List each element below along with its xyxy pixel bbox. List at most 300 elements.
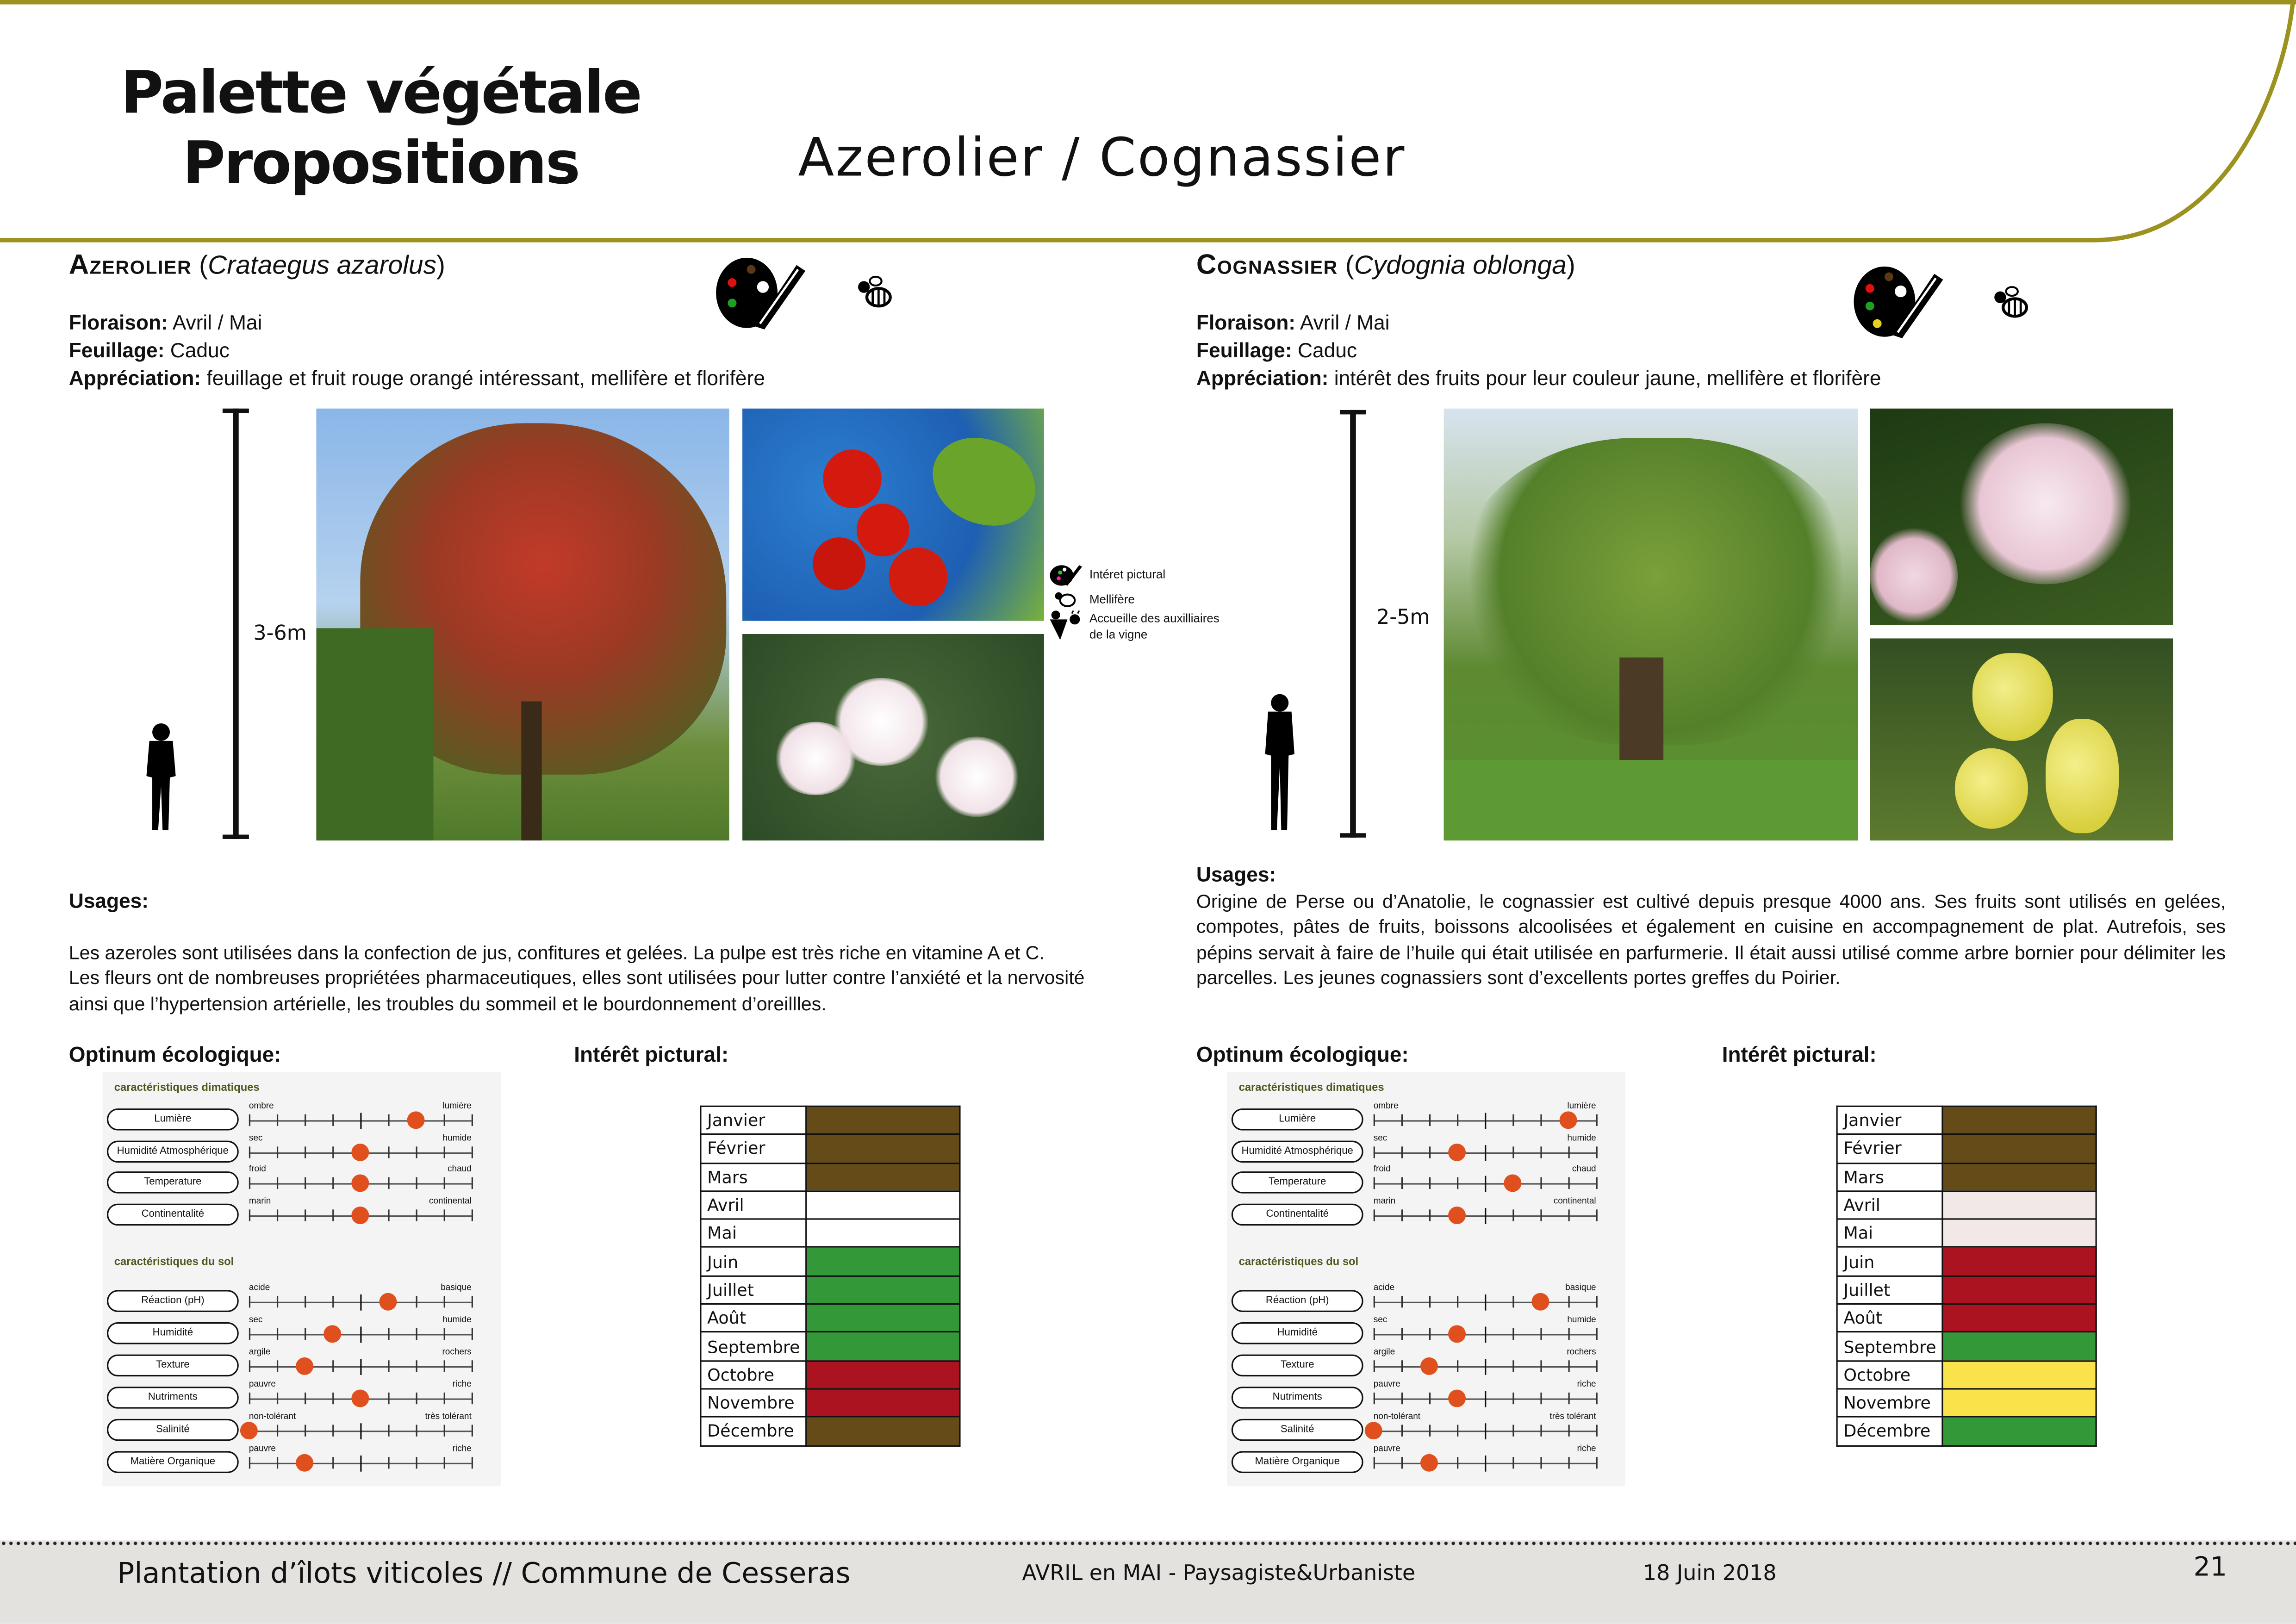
eco-scale-tick: [1429, 1114, 1431, 1126]
eco-scale-min-label: ombre: [1373, 1102, 1399, 1112]
eco-scale: [1373, 1102, 1596, 1121]
eco-scale-tick: [388, 1114, 389, 1126]
eco-scale-tick: [1512, 1209, 1514, 1220]
yellow-quince-photo: [1870, 638, 2173, 840]
eco-scale-tick: [305, 1328, 306, 1340]
eco-scale-max-label: rochers: [1567, 1348, 1596, 1357]
eco-scale-tick: [305, 1146, 306, 1157]
eco-scale-tick: [1401, 1209, 1403, 1220]
legend-label: Intéret pictural: [1089, 567, 1166, 581]
eco-scale-tick: [1485, 1294, 1487, 1311]
calendar-month: Février: [1837, 1134, 1942, 1163]
eco-scale-tick: [444, 1114, 445, 1126]
eco-scale-max-label: chaud: [1572, 1165, 1596, 1175]
eco-scale-tick: [472, 1177, 473, 1189]
page-title-line1: Palette végétale: [120, 60, 641, 128]
calendar-row: [701, 1248, 960, 1276]
legend-item: [1048, 561, 1236, 587]
eco-scale-tick: [1540, 1146, 1542, 1157]
calendar-color-swatch: [806, 1191, 960, 1219]
eco-scale-tick: [1512, 1425, 1514, 1436]
eco-scale: [249, 1165, 472, 1184]
eco-scale-tick: [1568, 1146, 1570, 1157]
usages-cognassier: [1196, 863, 2226, 991]
eco-factor-label: Texture: [1232, 1355, 1363, 1376]
usages-label: Usages:: [1196, 862, 1276, 886]
calendar-color-swatch: [1942, 1248, 2096, 1276]
eco-scale-tick: [360, 1359, 362, 1375]
eco-scale-tick: [1401, 1360, 1403, 1372]
pictural-label: Intérêt pictural:: [574, 1044, 729, 1068]
eco-scale-tick: [1457, 1425, 1458, 1436]
eco-factor-label: Matière Organique: [1232, 1451, 1363, 1473]
eco-scale-tick: [277, 1328, 278, 1340]
calendar-color-swatch: [806, 1361, 960, 1389]
eco-scale-tick: [1512, 1393, 1514, 1404]
calendar-color-swatch: [806, 1134, 960, 1163]
eco-scale-tick: [1596, 1328, 1598, 1340]
eco-scale-tick: [1596, 1296, 1598, 1307]
icon-legend: [1048, 561, 1236, 646]
height-label: 2-5m: [1376, 606, 1430, 630]
plant-info-azerolier: [69, 309, 1094, 392]
eco-scale-tick: [1401, 1114, 1403, 1126]
eco-value-marker: [1448, 1206, 1466, 1223]
calendar-row: [1837, 1220, 2096, 1248]
eco-factor-label: Continentalité: [107, 1203, 239, 1225]
eco-scale: [1373, 1413, 1596, 1432]
legend-item: [1048, 610, 1236, 643]
eco-scale-max-label: humide: [442, 1316, 472, 1325]
eco-scale-tick: [472, 1393, 473, 1404]
eco-scale-tick: [360, 1294, 362, 1311]
eco-scale-tick: [305, 1393, 306, 1404]
pictural-calendar: [700, 1106, 960, 1446]
tree-photo: [1444, 409, 1858, 840]
eco-scale-tick: [1540, 1177, 1542, 1189]
eco-factor-label: Lumière: [107, 1108, 239, 1130]
pink-flower-photo: [1870, 409, 2173, 625]
plant-latin-name: Crataegus azarolus: [208, 250, 436, 280]
eco-scale-tick: [1401, 1296, 1403, 1307]
palette-icon: [1050, 561, 1083, 587]
tree-photo: [316, 409, 729, 840]
calendar-row: [701, 1417, 960, 1445]
calendar-row: [701, 1276, 960, 1304]
eco-scale-max-label: continental: [429, 1197, 472, 1206]
eco-scale-max-label: très tolérant: [425, 1413, 472, 1422]
bee-icon: [1054, 590, 1078, 608]
calendar-month: Juin: [701, 1248, 806, 1276]
eco-scale-tick: [444, 1425, 445, 1436]
usages-label: Usages:: [68, 888, 149, 912]
eco-scale: [1373, 1284, 1596, 1303]
eco-scale: [249, 1316, 472, 1335]
calendar-row: [1837, 1417, 2096, 1445]
eco-scale-min-label: froid: [249, 1165, 266, 1175]
calendar-month: Mai: [1837, 1220, 1942, 1248]
footer-date: 18 Juin 2018: [1643, 1562, 1777, 1586]
eco-scale-min-label: pauvre: [1373, 1381, 1400, 1390]
calendar-month: Mars: [701, 1163, 806, 1191]
calendar-row: [1837, 1106, 2096, 1134]
eco-scale-tick: [1512, 1296, 1514, 1307]
eco-scale-max-label: basique: [1565, 1284, 1596, 1293]
calendar-month: Décembre: [701, 1417, 806, 1445]
eco-factor-label: Temperature: [107, 1171, 239, 1193]
eco-scale-min-label: pauvre: [249, 1381, 276, 1390]
eco-factor-label: Temperature: [1232, 1171, 1363, 1193]
eco-scale-tick: [1485, 1423, 1487, 1439]
eco-value-marker: [296, 1454, 313, 1472]
plant-title-cognassier: Cognassier (Cydognia oblonga): [1196, 250, 1575, 281]
eco-value-marker: [351, 1206, 369, 1223]
eco-scale-tick: [1374, 1146, 1375, 1157]
calendar-color-swatch: [1942, 1220, 2096, 1248]
calendar-row: [701, 1332, 960, 1361]
eco-factor-label: Humidité: [107, 1322, 239, 1344]
floraison-label: Floraison:: [68, 310, 168, 334]
eco-scale: [249, 1381, 472, 1400]
eco-scale-tick: [472, 1296, 473, 1307]
eco-scale-tick: [444, 1360, 445, 1372]
eco-scale-tick: [332, 1393, 334, 1404]
calendar-month: Novembre: [701, 1389, 806, 1417]
eco-scale-tick: [1374, 1360, 1375, 1372]
eco-scale-tick: [1568, 1328, 1570, 1340]
eco-scale-tick: [444, 1328, 445, 1340]
eco-scale-tick: [1429, 1209, 1431, 1220]
eco-value-marker: [296, 1357, 313, 1375]
plant-common-name: Cognassier: [1196, 250, 1338, 281]
eco-scale-tick: [1374, 1296, 1375, 1307]
appreciation-label: Appréciation:: [1196, 366, 1329, 390]
eco-scale-max-label: riche: [452, 1381, 472, 1390]
eco-scale-min-label: froid: [1373, 1165, 1391, 1175]
eco-scale-tick: [1596, 1457, 1598, 1468]
eco-scale-tick: [388, 1177, 389, 1189]
eco-scale-tick: [472, 1209, 473, 1220]
eco-scale-min-label: marin: [249, 1197, 271, 1206]
calendar-month: Juillet: [701, 1276, 806, 1304]
eco-scale-tick: [388, 1457, 389, 1468]
eco-factor-label: Lumière: [1232, 1108, 1363, 1130]
calendar-row: [1837, 1361, 2096, 1389]
eco-scale-tick: [1596, 1146, 1598, 1157]
eco-scale-tick: [1512, 1457, 1514, 1468]
eco-scale-min-label: marin: [1373, 1197, 1396, 1206]
eco-scale-tick: [444, 1393, 445, 1404]
calendar-row: [701, 1304, 960, 1332]
eco-scale-tick: [1374, 1114, 1375, 1126]
eco-scale-tick: [1457, 1177, 1458, 1189]
eco-value-marker: [1504, 1174, 1521, 1192]
eco-scale: [1373, 1381, 1596, 1400]
eco-scale-max-label: continental: [1553, 1197, 1596, 1206]
eco-scale-min-label: non-tolérant: [249, 1413, 296, 1422]
eco-value-marker: [351, 1174, 369, 1192]
eco-scale-max-label: lumière: [1567, 1102, 1596, 1112]
eco-scale-max-label: chaud: [448, 1165, 472, 1175]
eco-value-marker: [240, 1422, 258, 1439]
plant-common-name: Azerolier: [68, 250, 192, 281]
eco-scale-tick: [1401, 1457, 1403, 1468]
eco-value-marker: [1365, 1422, 1382, 1439]
calendar-month: Juillet: [1837, 1276, 1942, 1304]
eco-scale-tick: [1429, 1296, 1431, 1307]
calendar-color-swatch: [1942, 1389, 2096, 1417]
eco-value-marker: [1448, 1390, 1466, 1407]
eco-scale: [249, 1413, 472, 1432]
eco-factor-label: Nutriments: [107, 1387, 239, 1408]
eco-scale-tick: [1485, 1145, 1487, 1161]
eco-optimum-panel: [1227, 1072, 1625, 1486]
eco-scale-tick: [277, 1393, 278, 1404]
eco-scale-tick: [1596, 1425, 1598, 1436]
eco-scale-tick: [332, 1146, 334, 1157]
eco-category-title: caractéristiques du sol: [1238, 1255, 1359, 1268]
footer-agency: AVRIL en MAI - Paysagiste&Urbaniste: [1022, 1562, 1416, 1586]
legend-label: Mellifère: [1089, 592, 1135, 606]
eco-value-marker: [1531, 1293, 1549, 1311]
plant-title-azerolier: Azerolier (Crataegus azarolus): [68, 250, 445, 281]
calendar-month: Septembre: [701, 1332, 806, 1361]
appreciation-label: Appréciation:: [68, 366, 201, 390]
eco-scale-tick: [1568, 1177, 1570, 1189]
eco-scale-tick: [332, 1296, 334, 1307]
legend-item: [1048, 590, 1236, 608]
eco-scale-tick: [249, 1360, 250, 1372]
eco-scale-tick: [444, 1177, 445, 1189]
calendar-row: [701, 1389, 960, 1417]
page-number: 21: [2193, 1552, 2227, 1583]
appreciation-value: feuillage et fruit rouge orangé intéressant, mellifère et florifère: [206, 366, 765, 390]
eco-scale-tick: [1596, 1114, 1598, 1126]
eco-factor-label: Humidité Atmosphérique: [107, 1140, 239, 1162]
eco-scale-tick: [1401, 1328, 1403, 1340]
eco-scale-tick: [1485, 1176, 1487, 1192]
eco-scale-min-label: acide: [1373, 1284, 1395, 1293]
eco-scale-tick: [249, 1457, 250, 1468]
bee-icon: [855, 274, 896, 312]
eco-scale-tick: [360, 1423, 362, 1439]
eco-scale-min-label: sec: [249, 1134, 263, 1143]
eco-scale-tick: [305, 1425, 306, 1436]
eco-scale-tick: [1568, 1360, 1570, 1372]
calendar-month: Octobre: [1837, 1361, 1942, 1389]
eco-scale-tick: [1540, 1114, 1542, 1126]
eco-scale-max-label: rochers: [442, 1348, 472, 1357]
eco-scale-tick: [416, 1425, 417, 1436]
calendar-month: Août: [701, 1304, 806, 1332]
pictural-calendar: [1836, 1106, 2097, 1446]
eco-scale-tick: [1540, 1425, 1542, 1436]
eco-scale-tick: [1485, 1113, 1487, 1129]
eco-scale-tick: [1512, 1114, 1514, 1126]
eco-scale-max-label: basique: [441, 1284, 472, 1293]
page-subtitle: Azerolier / Cognassier: [798, 129, 1406, 189]
eco-scale-tick: [332, 1177, 334, 1189]
eco-scale-tick: [388, 1425, 389, 1436]
eco-scale-tick: [1540, 1209, 1542, 1220]
eco-scale: [249, 1197, 472, 1216]
eco-scale-tick: [388, 1328, 389, 1340]
plant-info-cognassier: [1196, 309, 2221, 392]
eco-scale-tick: [1485, 1326, 1487, 1343]
eco-scale-tick: [1374, 1177, 1375, 1189]
height-scale: [135, 403, 267, 845]
eco-scale-tick: [1512, 1360, 1514, 1372]
calendar-color-swatch: [806, 1332, 960, 1361]
eco-scale-tick: [332, 1114, 334, 1126]
eco-scale-tick: [277, 1296, 278, 1307]
eco-scale-tick: [1374, 1328, 1375, 1340]
eco-category-title: caractéristiques dimatiques: [1238, 1080, 1384, 1094]
eco-factor-label: Matière Organique: [107, 1451, 239, 1473]
eco-scale-tick: [444, 1296, 445, 1307]
eco-value-marker: [1560, 1111, 1577, 1129]
calendar-row: [1837, 1389, 2096, 1417]
eco-scale: [249, 1445, 472, 1464]
eco-scale-tick: [1596, 1393, 1598, 1404]
floraison-value: Avril / Mai: [1300, 310, 1390, 334]
eco-scale-tick: [388, 1209, 389, 1220]
floraison-value: Avril / Mai: [172, 310, 262, 334]
eco-scale-tick: [416, 1296, 417, 1307]
eco-scale-min-label: non-tolérant: [1373, 1413, 1421, 1422]
eco-scale-tick: [249, 1393, 250, 1404]
eco-scale-tick: [277, 1457, 278, 1468]
eco-scale-min-label: sec: [249, 1316, 263, 1325]
eco-scale-tick: [1429, 1177, 1431, 1189]
eco-scale-tick: [305, 1114, 306, 1126]
eco-scale-tick: [1374, 1393, 1375, 1404]
calendar-month: Mai: [701, 1220, 806, 1248]
calendar-row: [1837, 1134, 2096, 1163]
person-silhouette-icon: [146, 723, 175, 830]
eco-value-marker: [379, 1293, 397, 1311]
eco-scale-tick: [1512, 1146, 1514, 1157]
eco-scale-tick: [388, 1146, 389, 1157]
feuillage-label: Feuillage:: [68, 338, 165, 362]
eco-scale-tick: [416, 1393, 417, 1404]
eco-scale-tick: [249, 1328, 250, 1340]
feuillage-label: Feuillage:: [1196, 338, 1292, 362]
person-silhouette-icon: [1265, 694, 1294, 830]
eco-scale-tick: [332, 1425, 334, 1436]
grape-ladybug-icon: [1048, 610, 1083, 643]
eco-scale-tick: [416, 1177, 417, 1189]
calendar-color-swatch: [806, 1163, 960, 1191]
eco-scale-min-label: ombre: [249, 1102, 274, 1112]
calendar-month: Décembre: [1837, 1417, 1942, 1445]
eco-scale-tick: [472, 1328, 473, 1340]
eco-scale-tick: [444, 1457, 445, 1468]
eco-scale-tick: [1485, 1456, 1487, 1472]
eco-scale-tick: [472, 1457, 473, 1468]
eco-scale-max-label: humide: [1567, 1134, 1596, 1143]
eco-scale-tick: [332, 1209, 334, 1220]
eco-scale: [1373, 1197, 1596, 1216]
eco-scale-tick: [444, 1209, 445, 1220]
calendar-color-swatch: [806, 1417, 960, 1445]
eco-scale-tick: [1457, 1360, 1458, 1372]
eco-factor-label: Nutriments: [1232, 1387, 1363, 1408]
eco-scale-tick: [388, 1360, 389, 1372]
eco-label: Optinum écologique:: [1196, 1044, 1409, 1068]
eco-scale-max-label: très tolérant: [1549, 1413, 1596, 1422]
eco-value-marker: [351, 1390, 369, 1407]
white-flowers-photo: [742, 634, 1044, 840]
calendar-month: Février: [701, 1134, 806, 1163]
usages-text: Les azeroles sont utilisées dans la confection de jus, confitures et gelées. La pulpe est très riche en vitamine A et C. Les fleurs ont de nombreuses propriétées pharmaceutiques, elles sont utilisées pour lutter contre l’anxiété et la nervosité ainsi que l’hypertension artérielle, les troubles du sommeil et le bourdonnement d’oreillles.: [68, 940, 1085, 1014]
eco-scale-max-label: riche: [1577, 1445, 1596, 1454]
eco-scale-tick: [1457, 1114, 1458, 1126]
eco-scale-tick: [472, 1146, 473, 1157]
calendar-month: Janvier: [1837, 1106, 1942, 1134]
feuillage-value: Caduc: [1298, 338, 1357, 362]
eco-scale-tick: [249, 1296, 250, 1307]
calendar-row: [701, 1163, 960, 1191]
calendar-row: [701, 1191, 960, 1219]
calendar-color-swatch: [1942, 1417, 2096, 1445]
eco-value-marker: [1448, 1325, 1466, 1343]
eco-scale-tick: [1374, 1457, 1375, 1468]
floraison-label: Floraison:: [1196, 310, 1296, 334]
eco-scale-min-label: pauvre: [1373, 1445, 1400, 1454]
eco-scale-tick: [1540, 1360, 1542, 1372]
calendar-row: [701, 1220, 960, 1248]
usages-azerolier: [69, 863, 1101, 1042]
eco-scale-tick: [1401, 1393, 1403, 1404]
eco-optimum-panel: [102, 1072, 501, 1486]
calendar-color-swatch: [1942, 1332, 2096, 1361]
eco-category-title: caractéristiques dimatiques: [114, 1080, 260, 1094]
eco-scale-tick: [472, 1360, 473, 1372]
eco-scale-tick: [1540, 1457, 1542, 1468]
eco-scale-tick: [1401, 1425, 1403, 1436]
eco-factor-label: Réaction (pH): [107, 1290, 239, 1312]
eco-scale-tick: [1596, 1177, 1598, 1189]
calendar-color-swatch: [1942, 1361, 2096, 1389]
calendar-month: Janvier: [701, 1106, 806, 1134]
eco-scale-min-label: sec: [1373, 1134, 1388, 1143]
calendar-row: [1837, 1304, 2096, 1332]
calendar-color-swatch: [1942, 1106, 2096, 1134]
eco-scale-tick: [416, 1360, 417, 1372]
legend-label: Accueille des auxilliaires de la vigne: [1089, 612, 1220, 641]
eco-scale-max-label: riche: [452, 1445, 472, 1454]
eco-scale-tick: [1429, 1393, 1431, 1404]
eco-scale-tick: [305, 1209, 306, 1220]
eco-scale: [249, 1284, 472, 1303]
eco-scale-tick: [277, 1425, 278, 1436]
calendar-color-swatch: [1942, 1134, 2096, 1163]
calendar-color-swatch: [806, 1248, 960, 1276]
eco-scale-tick: [249, 1114, 250, 1126]
eco-scale-max-label: riche: [1577, 1381, 1596, 1390]
eco-scale: [249, 1134, 472, 1153]
eco-scale-max-label: lumière: [442, 1102, 472, 1112]
eco-scale-tick: [1540, 1328, 1542, 1340]
eco-scale-min-label: argile: [1373, 1348, 1395, 1357]
eco-factor-label: Humidité Atmosphérique: [1232, 1140, 1363, 1162]
eco-scale-tick: [472, 1425, 473, 1436]
eco-scale: [1373, 1445, 1596, 1464]
eco-scale-tick: [1568, 1393, 1570, 1404]
red-berries-photo: [742, 409, 1044, 621]
plant-latin-name: Cydognia oblonga: [1354, 250, 1567, 280]
